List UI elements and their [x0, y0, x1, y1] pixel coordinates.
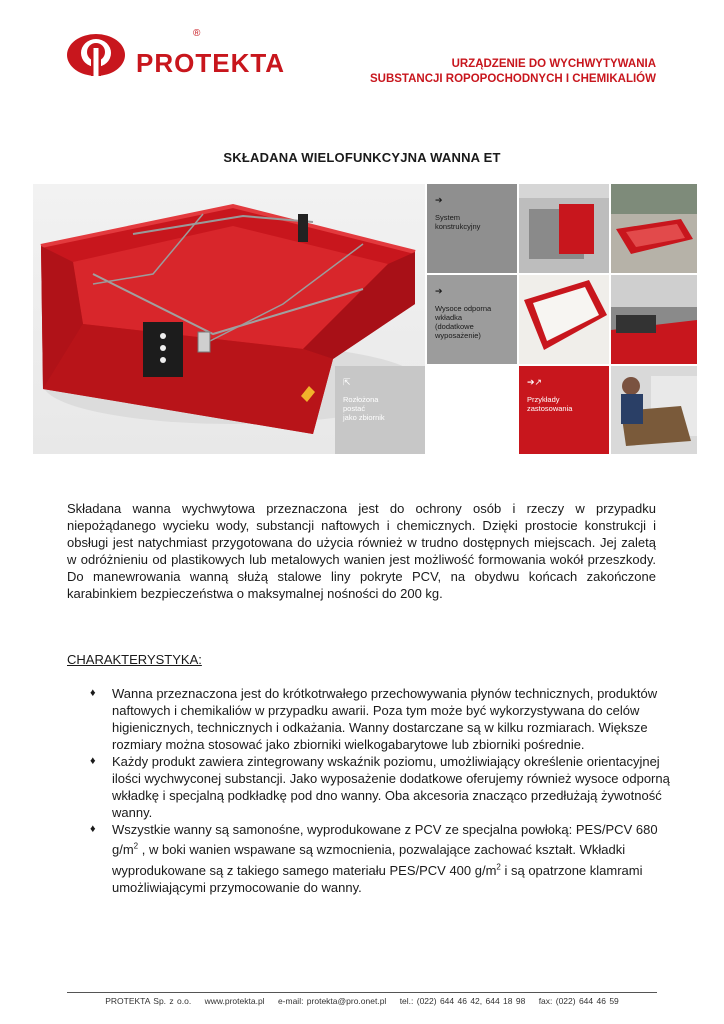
list-item-text: Każdy produkt zawiera zintegrowany wskaźnik poziomu, umożliwiający określenie orientacyjnej ilości wychwyconej substancji. Jako wyposażenie dodatkowe oferujemy również wysoce odporną wkładkę i specjalną podkładkę pod dno wanny. Oba akcesoria znacząco przedłużają żywotność wanny.	[112, 754, 670, 820]
superscript: 2	[496, 862, 501, 872]
footer-phone: tel.: (022) 644 46 42, 644 18 98	[399, 996, 526, 1006]
diamond-bullet-icon: ♦	[90, 687, 96, 699]
tile-text-line: wkładka	[435, 313, 463, 322]
tile-label-reservoir	[343, 378, 385, 422]
tile-text-line: Wysoce odporna	[435, 304, 492, 313]
tile-text-line: jako zbiornik	[343, 413, 385, 422]
photo-tub-in-car-trunk	[611, 366, 697, 454]
collage-blank-tile	[427, 366, 517, 454]
list-item	[90, 753, 670, 821]
diamond-bullet-icon: ♦	[90, 823, 96, 835]
tile-reservoir-form	[335, 366, 425, 454]
characteristics-heading: CHARAKTERYSTYKA:	[67, 652, 202, 667]
text-part: , w boki wanien wspawane są wzmocnienia, pozwalające zachować kształt. Wkładki wyprodukowane są z takiego samego materiału PES/PCV 400 g/m	[112, 842, 626, 878]
photo-liner-detail	[519, 275, 609, 364]
list-item-text: Wanna przeznaczona jest do krótkotrwałego przechowywania płynów technicznych, produktów naftowych i chemikaliów w przypadku awarii. Poza tym może być wykorzystywana do celów higienicznych, technicznych i odkażania. Wanny dostarczane są w kilku rozmiarach. Większe rozmiary można stosować jako zbiorniki wielkogabarytowe lub zbiorniki pośrednie.	[112, 686, 658, 752]
arrow-up-left-icon: ⇱	[343, 377, 351, 387]
tile-label-usage	[527, 378, 572, 413]
footer-divider	[67, 992, 657, 993]
category-line-1: URZĄDZENIE DO WYCHWYTYWANIA	[451, 58, 656, 70]
tile-label-construction	[435, 196, 480, 231]
tile-text-line: Przykłady	[527, 395, 560, 404]
photo-tub-under-car	[611, 275, 697, 364]
tile-text-line: (dodatkowe	[435, 322, 474, 331]
registered-mark: ®	[193, 28, 201, 39]
list-item-text	[112, 822, 658, 895]
product-collage	[33, 184, 697, 454]
tile-text-line: System	[435, 213, 461, 222]
document-category	[370, 57, 656, 87]
photo-tub-outdoor	[611, 184, 697, 273]
footer-fax: fax: (022) 644 46 59	[538, 996, 619, 1006]
characteristics-list	[90, 685, 670, 896]
superscript: 2	[133, 842, 139, 851]
tile-resistant-liner	[427, 275, 517, 364]
category-line-2: SUBSTANCJI ROPOPOCHODNYCH I CHEMIKALIÓW	[369, 73, 656, 85]
tile-text-line: konstrukcyjny	[435, 222, 481, 231]
protekta-logo	[66, 28, 316, 88]
footer	[0, 996, 724, 1006]
footer-email[interactable]: e-mail: protekta@pro.onet.pl	[277, 996, 387, 1006]
list-item	[90, 821, 670, 896]
arrow-right-up-icon: ➔↗	[527, 377, 543, 387]
tile-text-line: wyposażenie)	[435, 331, 481, 340]
tile-text-line: postać	[343, 404, 366, 413]
brand-name: PROTEKTA	[136, 48, 286, 78]
list-item	[90, 685, 670, 753]
text-part: i są opatrzone klamrami umożliwiającymi przymocowanie do wanny.	[112, 862, 643, 895]
footer-website[interactable]: www.protekta.pl	[204, 996, 265, 1006]
tile-text-line: zastosowania	[527, 404, 573, 413]
tile-label-liner	[435, 287, 491, 340]
diamond-bullet-icon: ♦	[90, 755, 96, 767]
page-title: SKŁADANA WIELOFUNKCYJNA WANNA ET	[223, 150, 501, 165]
protekta-emblem-icon	[66, 32, 126, 78]
tile-text-line: Rozłożona	[343, 395, 379, 404]
footer-company: PROTEKTA Sp. z o.o.	[105, 996, 192, 1006]
arrow-right-icon: ➔	[435, 286, 443, 296]
intro-paragraph: Składana wanna wychwytowa przeznaczona jest do ochrony osób i rzeczy w przypadku niepożądanego wycieku wody, substancji naftowych i chemicznych. Dzięki prostocie konstrukcji i obsługi jest natychmiast przygotowana do użycia również w trudno dostępnych miejscach. Jej zaletą w odróżnieniu od plastikowych lub metalowych wanien jest możliwość formowania wokół przeszkody. Do manewrowania wanną służą stalowe liny pokryte PCV, na obydwu końcach zakończone karabinkiem bezpieczeństwa o maksymalnej nośności do 200 kg.	[67, 501, 656, 601]
arrow-right-icon: ➔	[435, 195, 443, 205]
text-part: Wszystkie wanny są samonośne, wyprodukowane z PCV ze specjalna powłoką: PES/PCV 680 g/m	[112, 822, 658, 858]
tile-construction-system	[427, 184, 517, 273]
photo-construction-detail	[519, 184, 609, 273]
tile-usage-examples	[519, 366, 609, 454]
